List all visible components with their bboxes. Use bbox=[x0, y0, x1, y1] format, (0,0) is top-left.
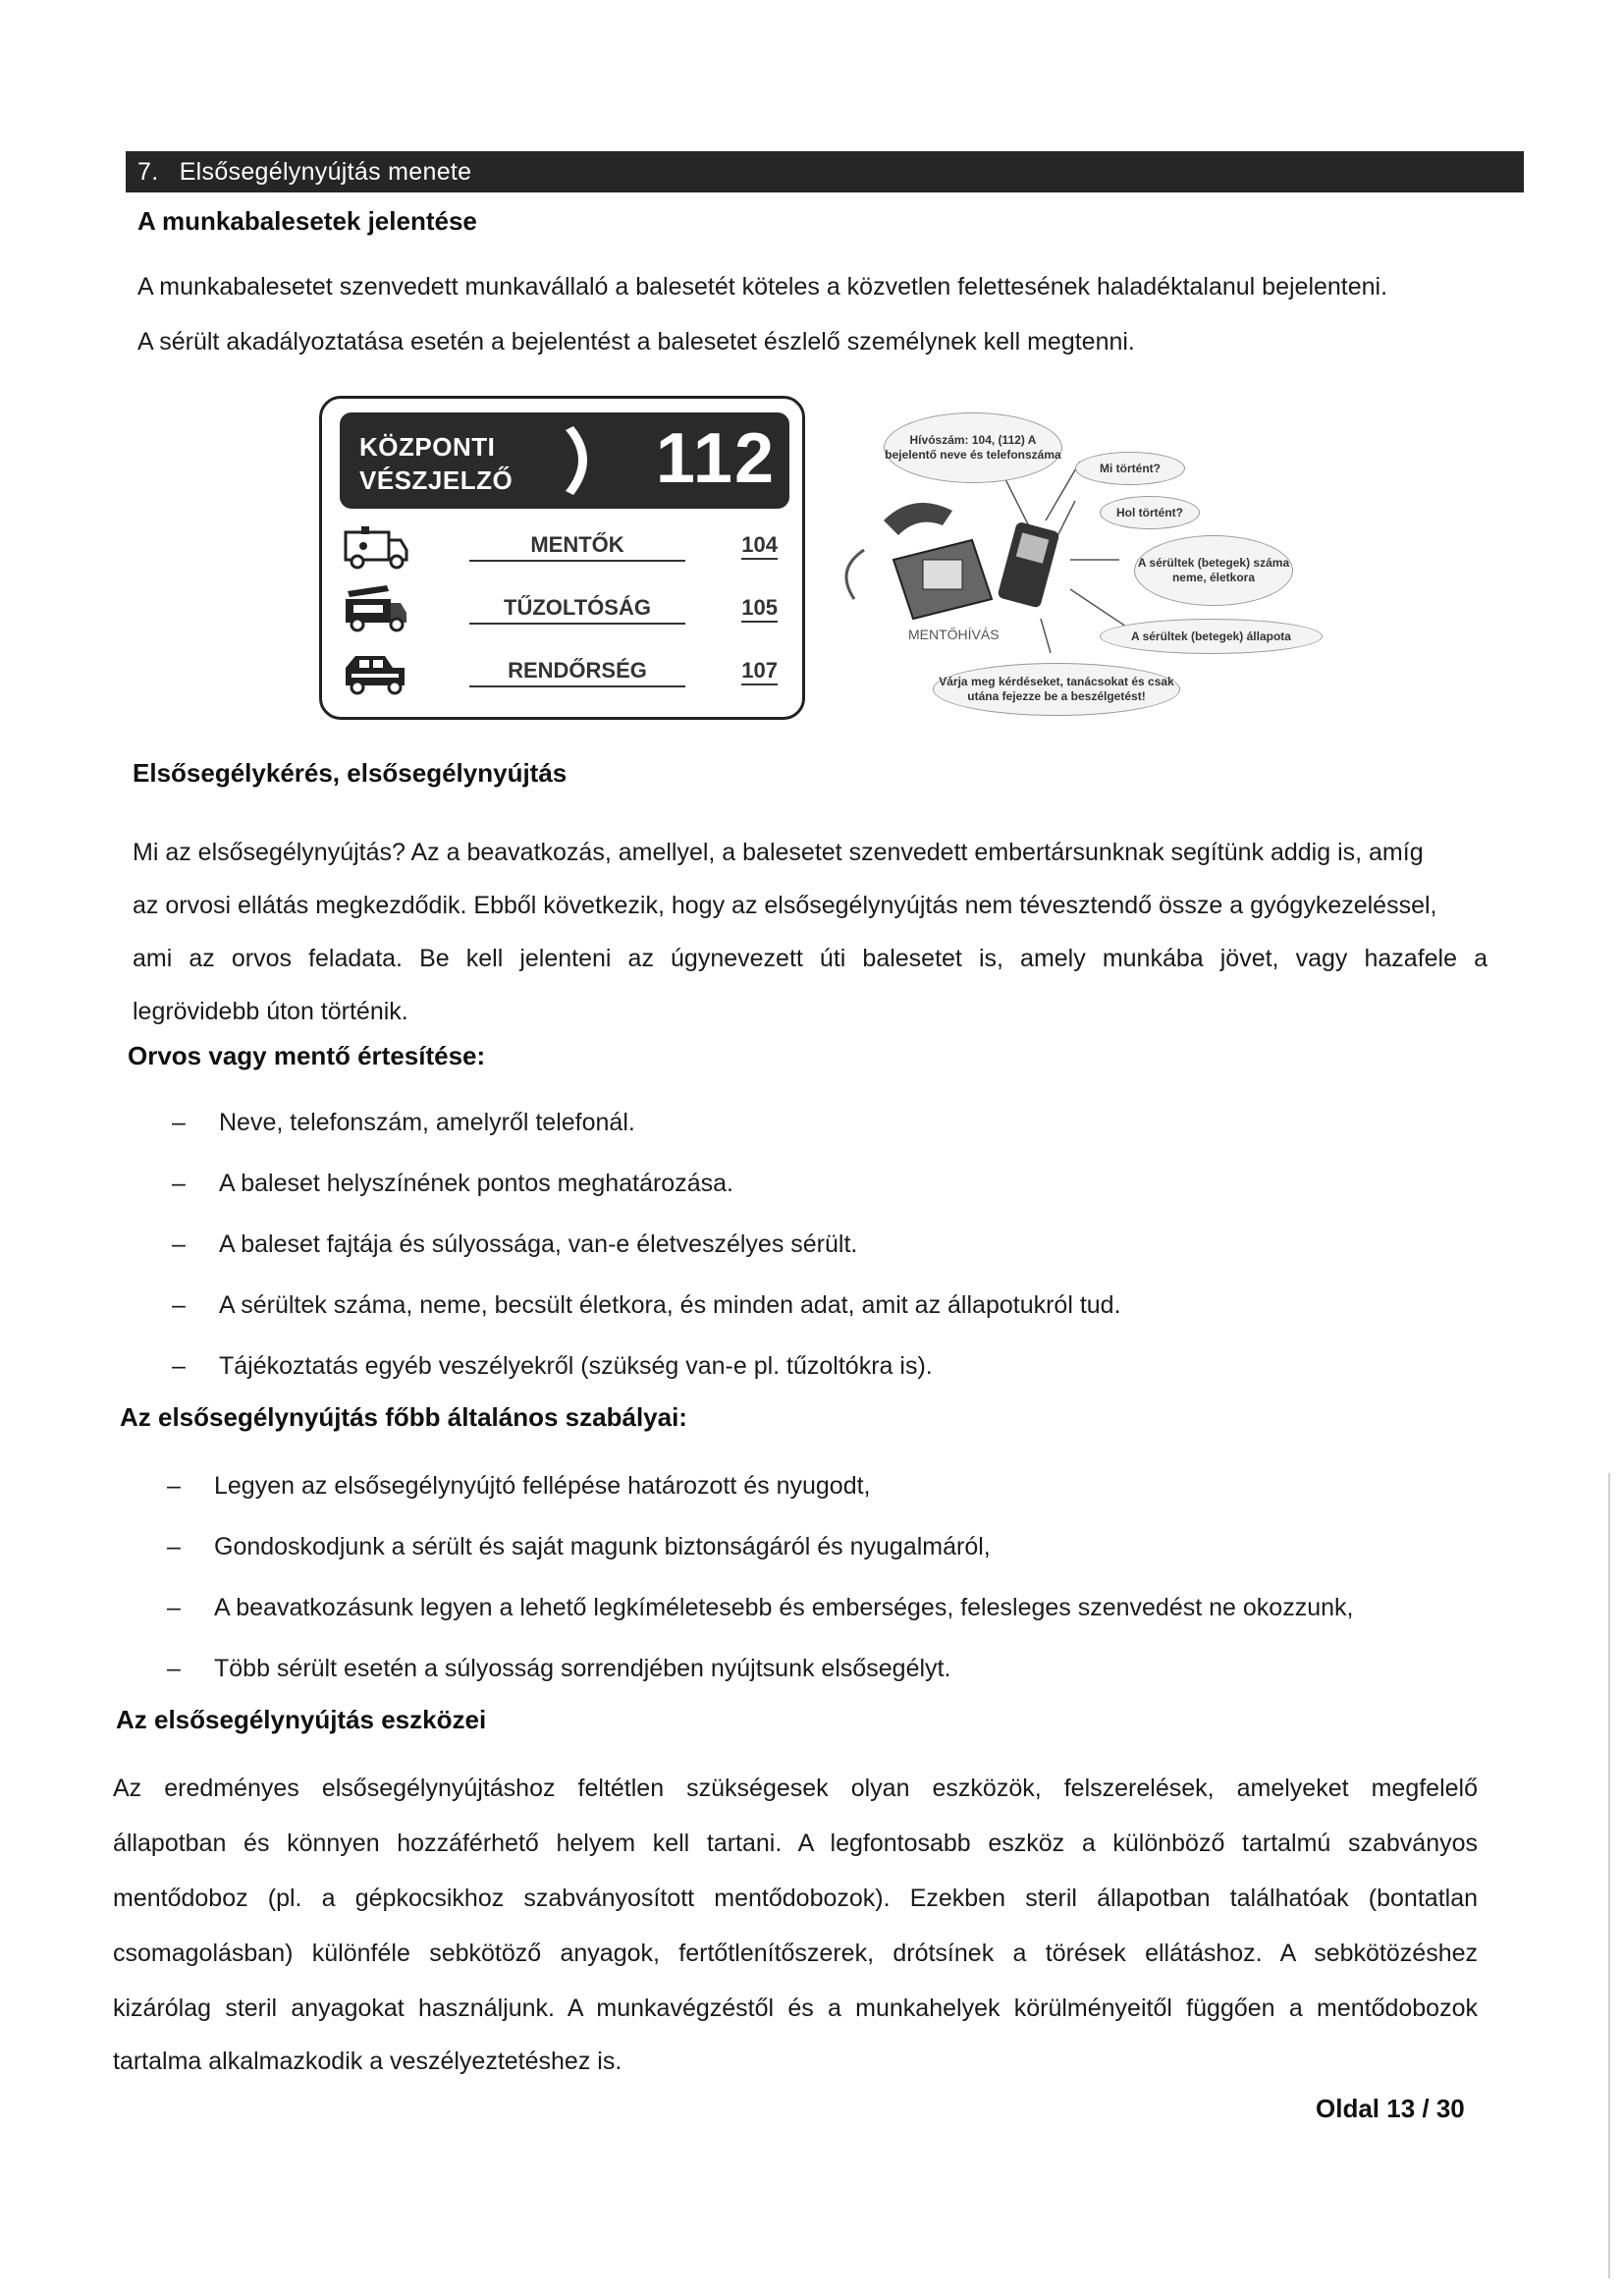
notify-heading: Orvos vagy mentő értesítése: bbox=[128, 1041, 486, 1070]
first-aid-line-1: Mi az elsősegélynyújtás? Az a beavatkozás, amellyel, a balesetet szenvedett embertársunknak segítünk addig is, amíg bbox=[133, 839, 1424, 866]
caller-info-bubble: Hívószám: 104, (112) A bejelentő neve és telefonszáma bbox=[884, 412, 1062, 483]
mobile-phone-icon bbox=[997, 521, 1059, 609]
list-item: – Tájékoztatás egyéb veszélyekről (szükség van-e pl. tűzoltókra is). bbox=[172, 1352, 933, 1380]
first-aid-line-4: legrövidebb úton történik. bbox=[133, 998, 408, 1025]
service-code: 104 bbox=[741, 532, 778, 560]
rules-list bbox=[167, 1455, 1353, 1699]
list-item: – A sérültek száma, neme, becsült életkora, és minden adat, amit az állapotukról tud. bbox=[172, 1291, 1121, 1319]
list-item: – Neve, telefonszám, amelyről telefonál. bbox=[172, 1109, 635, 1136]
phone-handset-icon bbox=[558, 424, 597, 497]
tools-line-6: tartalma alkalmazkodik a veszélyeztetéshez is. bbox=[113, 2048, 622, 2075]
fire-truck-icon bbox=[342, 583, 410, 634]
first-aid-line-2: az orvosi ellátás megkezdődik. Ebből következik, hogy az elsősegélynyújtás nem tévesztendő össze a gyógykezeléssel, bbox=[133, 892, 1437, 919]
service-row-fire bbox=[342, 581, 791, 640]
report-line-2: A sérült akadályoztatása esetén a bejelentést a balesetet észlelő személynek kell megtenni. bbox=[137, 328, 1135, 355]
service-row-police bbox=[342, 644, 791, 703]
central-label: KÖZPONTI bbox=[359, 432, 496, 462]
tools-heading: Az elsősegélynyújtás eszközei bbox=[116, 1705, 487, 1734]
rules-heading: Az elsősegélynyújtás főbb általános szabályai: bbox=[120, 1402, 687, 1432]
ambulance-icon bbox=[342, 520, 410, 572]
emergency-numbers-card bbox=[319, 396, 805, 720]
tools-line-3: mentődoboz (pl. a gépkocsikhoz szabványosított mentődobozok). Ezekben steril állapotban találhatóak (bontatlan bbox=[113, 1885, 1478, 1912]
scan-edge-line bbox=[1608, 1473, 1610, 2278]
tools-line-1: Az eredményes elsősegélynyújtáshoz feltétlen szükségesek olyan eszközök, felszerelések, amelyeket megfelelő bbox=[113, 1775, 1478, 1802]
list-item: – Több sérült esetén a súlyosság sorrendjében nyújtsunk elsősegélyt. bbox=[167, 1655, 951, 1682]
section-header bbox=[126, 151, 1524, 192]
service-code: 105 bbox=[741, 595, 778, 623]
where-happened-bubble: Hol történt? bbox=[1100, 496, 1200, 529]
list-item: – A beavatkozásunk legyen a lehető legkíméletesebb és emberséges, felesleges szenvedést ne okozzunk, bbox=[167, 1594, 1354, 1621]
notify-list bbox=[172, 1092, 1121, 1396]
tools-line-4: csomagolásban) különféle sebkötöző anyagok, fertőtlenítőszerek, drótsínek a törések ellátáshoz. A sebkötözéshez bbox=[113, 1940, 1478, 1967]
section-number: 7. bbox=[137, 158, 159, 186]
injured-condition-bubble: A sérültek (betegek) állapota bbox=[1100, 619, 1323, 654]
police-car-icon bbox=[342, 646, 410, 697]
list-item: – Gondoskodjunk a sérült és saját magunk biztonságáról és nyugalmáról, bbox=[167, 1533, 991, 1560]
service-code: 107 bbox=[741, 658, 778, 685]
injured-count-bubble: A sérültek (betegek) száma neme, életkora bbox=[1134, 535, 1293, 606]
first-aid-heading: Elsősegélykérés, elsősegélynyújtás bbox=[133, 758, 568, 788]
emergency-number: 112 bbox=[655, 419, 776, 498]
service-name: MENTŐK bbox=[469, 532, 685, 562]
what-happened-bubble: Mi történt? bbox=[1075, 452, 1185, 485]
tools-line-5: kizárólag steril anyagokat használjunk. A munkavégzéstől és a munkahelyek körülményeitől függően a mentődobozok bbox=[113, 1995, 1478, 2022]
alarm-label: VÉSZJELZŐ bbox=[359, 465, 514, 495]
first-aid-line-3: ami az orvos feladata. Be kell jelenteni az úgynevezett úti balesetet is, amely munkába jövet, vagy hazafele a bbox=[133, 945, 1488, 972]
ambulance-call-diagram bbox=[825, 403, 1335, 717]
list-item: – A baleset helyszínének pontos meghatározása. bbox=[172, 1170, 733, 1197]
call-caption: MENTŐHÍVÁS bbox=[908, 627, 1000, 642]
list-item: – A baleset fajtája és súlyossága, van-e életveszélyes sérült. bbox=[172, 1230, 858, 1258]
page-number: Oldal 13 / 30 bbox=[1316, 2094, 1465, 2123]
list-item: – Legyen az elsősegélynyújtó fellépése határozott és nyugodt, bbox=[167, 1472, 871, 1500]
service-name: TŰZOLTÓSÁG bbox=[469, 595, 685, 625]
service-name: RENDŐRSÉG bbox=[469, 658, 685, 687]
report-line-1: A munkabalesetet szenvedett munkavállaló a balesetét köteles a közvetlen felettesének haladéktalanul bejelenteni. bbox=[137, 273, 1388, 301]
desk-phone-icon bbox=[846, 503, 992, 619]
report-heading: A munkabalesetek jelentése bbox=[137, 206, 477, 236]
tools-line-2: állapotban és könnyen hozzáférhető helyem kell tartani. A legfontosabb eszköz a különböző tartalmú szabványos bbox=[113, 1830, 1478, 1857]
wait-instructions-bubble: Várja meg kérdéseket, tanácsokat és csak utána fejezze be a beszélgetést! bbox=[933, 663, 1180, 716]
section-title: Elsősegélynyújtás menete bbox=[179, 158, 472, 186]
service-row-ambulance bbox=[342, 519, 791, 577]
central-emergency-header bbox=[340, 412, 789, 509]
